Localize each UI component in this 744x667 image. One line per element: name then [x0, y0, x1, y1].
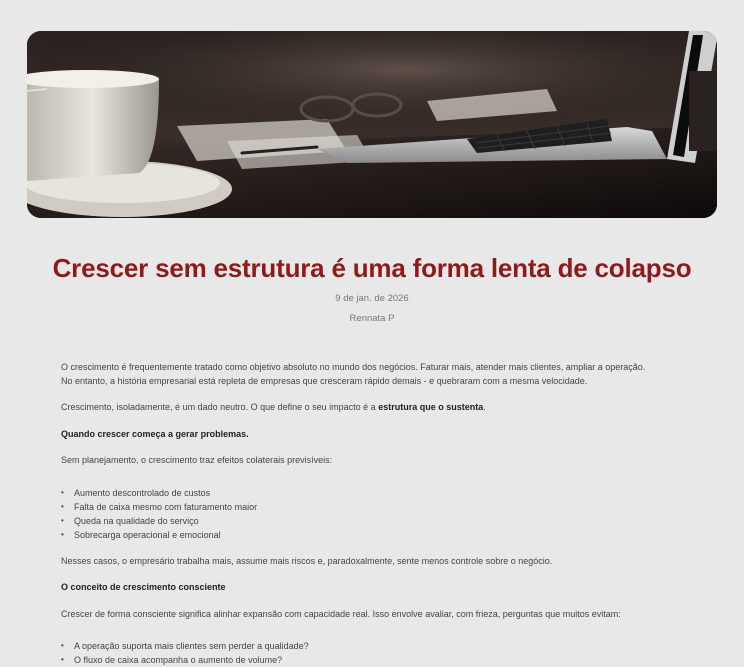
paragraph-end: . — [483, 402, 486, 412]
publish-date: 9 de jan. de 2026 — [335, 293, 409, 304]
paragraph: Sem planejamento, o crescimento traz efeitos colaterais previsíveis: — [61, 455, 333, 465]
list-item: • O fluxo de caixa acompanha o aumento de volume? — [61, 653, 701, 667]
author-name[interactable]: Rennata P — [349, 313, 395, 324]
section-heading — [61, 428, 701, 442]
paragraph — [61, 401, 701, 415]
bullet-list — [61, 639, 701, 667]
bullet-list — [61, 486, 701, 542]
paragraph: Nesses casos, o empresário trabalha mais, assume mais riscos e, paradoxalmente, sente menos controle sobre o negócio. — [61, 555, 553, 566]
list-item: • Sobrecarga operacional e emocional — [61, 528, 701, 542]
paragraph-line: O crescimento é frequentemente tratado como objetivo absoluto no mundo dos negócios. Faturar mais, atender mais clientes, ampliar a operação. — [61, 362, 646, 372]
emphasis-text: estrutura que o sustenta — [378, 402, 484, 412]
paragraph — [61, 361, 701, 388]
section-heading-text: O conceito de crescimento consciente — [61, 582, 226, 592]
paragraph-line: No entanto, a história empresarial está repleta de empresas que cresceram rápido demais - e quebraram com a mesma velocidade. — [61, 375, 588, 386]
photo-coffee-laptop-icon — [27, 31, 717, 218]
article-body — [61, 361, 701, 667]
section-heading — [61, 581, 701, 595]
list-item: • A operação suporta mais clientes sem perder a qualidade? — [61, 639, 701, 653]
article-title: Crescer sem estrutura é uma forma lenta de colapso — [52, 253, 692, 283]
paragraph: Crescer de forma consciente significa alinhar expansão com capacidade real. Isso envolve avaliar, com frieza, perguntas que muitos evitam: — [61, 608, 621, 619]
section-heading-text: Quando crescer começa a gerar problemas. — [61, 428, 249, 439]
list-item: • Queda na qualidade do serviço — [61, 514, 701, 528]
hero-image — [27, 31, 717, 218]
paragraph-text: Crescimento, isoladamente, é um dado neutro. O que define o seu impacto é a — [61, 402, 379, 412]
list-item: • Falta de caixa mesmo com faturamento maior — [61, 500, 701, 514]
list-item: • Aumento descontrolado de custos — [61, 486, 701, 500]
